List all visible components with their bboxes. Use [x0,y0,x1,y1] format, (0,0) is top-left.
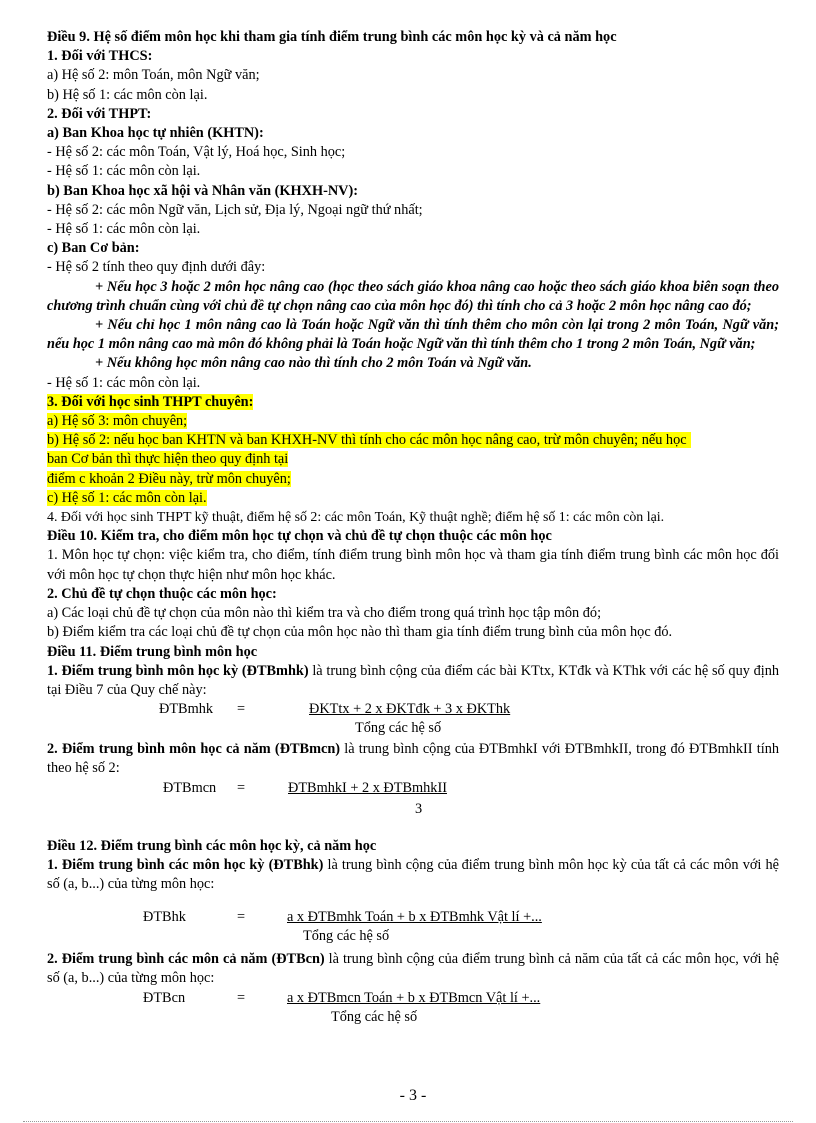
paragraph: - Hệ số 2: các môn Ngữ văn, Lịch sử, Địa lý, Ngoại ngữ thứ nhất; [47,201,423,218]
spacer [47,894,779,908]
paragraph [47,856,779,894]
formula-numerator: a x ĐTBmcn Toán + b x ĐTBmcn Vật lí +... [287,989,541,1006]
highlighted-paragraph [47,470,779,489]
footer-divider [23,1121,793,1122]
paragraph: - Hệ số 1: các môn còn lại. [47,163,201,180]
subsection-heading: a) Ban Khoa học tự nhiên (KHTN): [47,125,264,142]
emphasis-paragraph: + Nếu chỉ học 1 môn nâng cao là Toán hoặc Ngữ văn thì tính thêm cho môn còn lại trong 2 môn Toán, Ngữ văn; nếu học 1 môn nâng cao mà môn đó không phải là Toán hoặc Ngữ văn thì tính thêm cho 1 trong 2 môn Toán, Ngữ văn; [47,317,779,353]
highlighted-text: ban Cơ bản thì thực hiện theo quy định tại [47,451,289,468]
formula-dtbmcn [47,779,779,827]
formula-denominator: Tổng các hệ số [355,720,442,737]
formula-dtbmhk [47,700,779,740]
paragraph-text: là trung bình cộng của ĐTBmhkI với ĐTBmhkII, trong đó ĐTBmhkII tính theo hệ số 2: [47,741,779,777]
highlighted-paragraph [47,412,779,431]
bold-lead: 2. Điểm trung bình môn học cả năm (ĐTBmcn) [47,741,341,758]
highlighted-paragraph [47,450,779,469]
formula-denominator: Tổng các hệ số [331,1008,418,1025]
paragraph [47,662,779,700]
formula-denominator: 3 [415,800,423,817]
paragraph: 1. Môn học tự chọn: việc kiểm tra, cho điểm, tính điểm trung bình môn học và tham gia tính điểm trung bình các môn học đối với môn học tự chọn thực hiện như môn học khác. [47,547,779,583]
section-heading: 2. Chủ đề tự chọn thuộc các môn học: [47,585,277,602]
article-12-title: Điều 12. Điểm trung bình các môn học kỳ, cả năm học [47,837,377,854]
document-page [47,28,779,1029]
formula-lhs: ĐTBmhk [159,701,214,718]
highlighted-paragraph [47,489,779,508]
formula-lhs: ĐTBcn [143,989,186,1006]
spacer [47,827,779,837]
paragraph: a) Các loại chủ đề tự chọn của môn nào thì kiểm tra và cho điểm trong quá trình học tập môn đó; [47,605,602,622]
highlighted-text: a) Hệ số 3: môn chuyên; [47,413,188,430]
formula-equals: = [237,909,246,926]
highlighted-text: c) Hệ số 1: các môn còn lại. [47,489,207,506]
section-heading: 1. Đối với THCS: [47,48,153,65]
subsection-heading: b) Ban Khoa học xã hội và Nhân văn (KHXH-NV): [47,182,358,199]
formula-numerator: ĐTBmhkI + 2 x ĐTBmhkII [288,779,447,796]
paragraph-text: là trung bình cộng của điểm trung bình môn học kỳ của tất cả các môn với hệ số (a, b...) của từng môn học: [47,856,779,892]
formula-equals: = [237,779,246,796]
paragraph: a) Hệ số 2: môn Toán, môn Ngữ văn; [47,67,260,84]
formula-lhs: ĐTBmcn [163,779,217,796]
page-number: - 3 - [399,1087,427,1104]
paragraph [47,740,779,778]
formula-numerator: ĐKTtx + 2 x ĐKTđk + 3 x ĐKThk [309,701,511,718]
paragraph: b) Hệ số 1: các môn còn lại. [47,86,208,103]
emphasis-paragraph: + Nếu học 3 hoặc 2 môn học nâng cao (học theo sách giáo khoa nâng cao hoặc theo sách giáo khoa biên soạn theo chương trình chuẩn cùng với chủ đề tự chọn nâng cao của môn học đó) thì tính cho cả 3 hoặc 2 môn học nâng cao đó; [47,278,779,314]
article-10-title: Điều 10. Kiểm tra, cho điểm môn học tự chọn và chủ đề tự chọn thuộc các môn học [47,528,552,545]
paragraph [47,950,779,988]
paragraph-text: là trung bình cộng của điểm các bài KTtx, KTđk và KThk với các hệ số quy định tại Điều 7 của Quy chế này: [47,662,780,698]
bold-lead: 1. Điểm trung bình các môn học kỳ (ĐTBhk) [47,856,324,873]
paragraph-text: là trung bình cộng của điểm trung bình cả năm của tất cả các môn học, với hệ số (a, b...) của từng môn học: [47,951,779,987]
paragraph: - Hệ số 1: các môn còn lại. [47,374,201,391]
paragraph: - Hệ số 1: các môn còn lại. [47,221,201,238]
highlighted-text: điểm c khoản 2 Điều này, trừ môn chuyên; [47,470,291,487]
highlighted-section-heading [47,393,779,412]
bold-lead: 2. Điểm trung bình các môn cả năm (ĐTBcn) [47,951,325,968]
formula-dtbcn [47,989,779,1029]
formula-lhs: ĐTBhk [143,909,186,926]
emphasis-paragraph: + Nếu không học môn nâng cao nào thì tính cho 2 môn Toán và Ngữ văn. [95,355,532,372]
formula-denominator: Tổng các hệ số [303,928,390,945]
formula-numerator: a x ĐTBmhk Toán + b x ĐTBmhk Vật lí +... [287,909,542,926]
article-9-title: Điều 9. Hệ số điểm môn học khi tham gia tính điểm trung bình các môn học kỳ và cả năm học [47,29,617,45]
section-heading: 2. Đối với THPT: [47,105,152,122]
formula-dtbhk [47,908,779,950]
paragraph: 4. Đối với học sinh THPT kỹ thuật, điểm hệ số 2: các môn Toán, Kỹ thuật nghề; điểm hệ số 1: các môn còn lại. [47,510,665,526]
article-11-title: Điều 11. Điểm trung bình môn học [47,643,258,660]
highlighted-text: b) Hệ số 2: nếu học ban KHTN và ban KHXH-NV thì tính cho các môn học nâng cao, trừ môn chuyên; nếu học [47,432,691,448]
subsection-heading: c) Ban Cơ bản: [47,240,140,257]
paragraph: - Hệ số 2: các môn Toán, Vật lý, Hoá học, Sinh học; [47,144,346,161]
bold-lead: 1. Điểm trung bình môn học kỳ (ĐTBmhk) [47,662,309,679]
formula-equals: = [237,701,246,718]
highlighted-text: 3. Đối với học sinh THPT chuyên: [47,393,254,410]
paragraph: - Hệ số 2 tính theo quy định dưới đây: [47,259,266,276]
paragraph: b) Điểm kiểm tra các loại chủ đề tự chọn của môn học nào thì tham gia tính điểm trung bình của môn học đó. [47,624,673,641]
formula-equals: = [237,989,246,1006]
highlighted-paragraph [47,431,779,450]
